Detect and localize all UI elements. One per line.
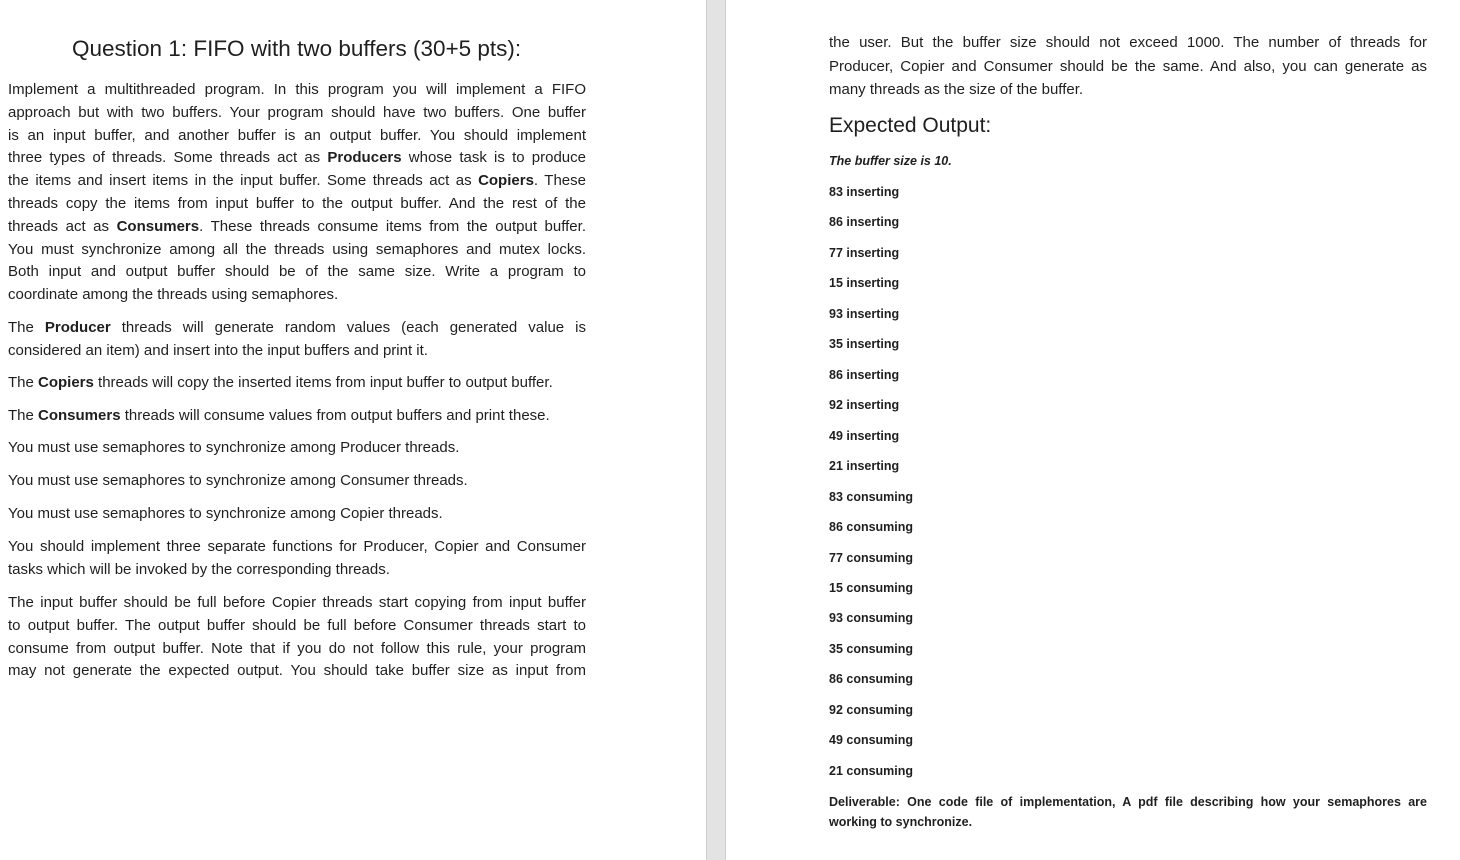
- paragraph-producer-semaphores: [8, 437, 586, 460]
- output-line: 21 consuming: [829, 764, 914, 778]
- text-line: Deliverable: One code file of implementation, A pdf file describing how your semaphores are: [829, 795, 1427, 809]
- paragraph-consumers: [8, 405, 586, 428]
- output-line: 92 inserting: [829, 398, 900, 412]
- text-line: is an input buffer, and another buffer is an output buffer. You should implement: [8, 126, 586, 144]
- text-line: You must synchronize among all the threads using semaphores and mutex locks.: [8, 240, 586, 258]
- output-line: 83 inserting: [829, 185, 900, 199]
- text-line: You must use semaphores to synchronize among Producer threads.: [8, 439, 460, 456]
- text-line: You should implement three separate functions for Producer, Copier and Consumer: [8, 538, 586, 555]
- paragraph-consumer-semaphores: [8, 470, 586, 493]
- output-line: 15 consuming: [829, 581, 914, 595]
- output-line: 86 inserting: [829, 368, 900, 382]
- output-line: 15 inserting: [829, 276, 900, 290]
- deliverable-note: [829, 792, 1427, 832]
- page-gutter: [706, 0, 726, 860]
- text-line: Both input and output buffer should be of the same size. Write a program to: [8, 263, 586, 281]
- text-line: many threads as the size of the buffer.: [829, 81, 1084, 98]
- text-line: to output buffer. The output buffer should be full before Consumer threads start to: [8, 616, 586, 634]
- text-line: The Producer threads will generate random values (each generated value is: [8, 319, 587, 336]
- document-page-right: [726, 0, 1460, 860]
- output-line: 92 consuming: [829, 703, 914, 717]
- output-line: 35 inserting: [829, 337, 900, 351]
- text-line: consume from output buffer. Note that if you do not follow this rule, your program: [8, 639, 586, 657]
- text-line: considered an item) and insert into the input buffers and print it.: [8, 341, 428, 359]
- buffer-size-line: The buffer size is 10.: [829, 154, 952, 168]
- text-line: You must use semaphores to synchronize among Consumer threads.: [8, 472, 468, 489]
- question-title: Question 1: FIFO with two buffers (30+5 pts):: [72, 36, 522, 61]
- bold-term-producers: Producers: [327, 149, 402, 167]
- text-line: The Copiers threads will copy the inserted items from input buffer to output buffer.: [8, 374, 553, 391]
- paragraph-copiers: [8, 372, 586, 395]
- text-line: Producer, Copier and Consumer should be the same. And also, you can generate as: [829, 57, 1427, 75]
- text-line: You must use semaphores to synchronize among Copier threads.: [8, 505, 443, 522]
- bold-term-producer: Producer: [44, 319, 111, 336]
- document-page-left: [0, 0, 706, 860]
- text-line: tasks which will be invoked by the corresponding threads.: [8, 560, 390, 578]
- text-line: approach but with two buffers. Your program should have two buffers. One buffer: [8, 103, 586, 121]
- text-line: the items and insert items in the input buffer. Some threads act as Copiers. These: [8, 172, 586, 190]
- output-line: 77 consuming: [829, 551, 914, 565]
- output-line: 86 inserting: [829, 215, 900, 229]
- text-line: The Consumers threads will consume values from output buffers and print these.: [8, 407, 550, 424]
- bold-term-consumers: Consumers: [116, 217, 200, 235]
- text-line: may not generate the expected output. You should take buffer size as input from: [8, 662, 586, 680]
- bold-term-copiers: Copiers: [478, 172, 534, 190]
- output-line: 93 consuming: [829, 611, 914, 625]
- output-line: 86 consuming: [829, 520, 914, 534]
- output-line: 83 consuming: [829, 490, 914, 504]
- paragraph-producer: [8, 317, 586, 363]
- text-line: threads act as Consumers. These threads consume items from the output buffer.: [8, 217, 586, 235]
- bold-term-copiers: Copiers: [38, 374, 94, 391]
- paragraph-continuation: [829, 31, 1427, 102]
- expected-output-heading: Expected Output:: [829, 114, 992, 137]
- text-line: working to synchronize.: [829, 815, 973, 829]
- bold-term-consumers: Consumers: [38, 407, 121, 424]
- output-line: 49 inserting: [829, 429, 900, 443]
- output-line: 93 inserting: [829, 307, 900, 321]
- text-line: threads copy the items from input buffer to the output buffer. And the rest of the: [8, 194, 586, 212]
- paragraph-copier-semaphores: [8, 503, 586, 526]
- text-line: three types of threads. Some threads act as Producers whose task is to produce: [8, 149, 586, 167]
- output-line: 77 inserting: [829, 246, 900, 260]
- text-line: Implement a multithreaded program. In this program you will implement a FIFO: [8, 81, 586, 98]
- output-line: 49 consuming: [829, 733, 914, 747]
- text-line: The input buffer should be full before Copier threads start copying from input buffer: [8, 594, 586, 611]
- output-line: 35 consuming: [829, 642, 914, 656]
- paragraph-buffer-rules: [8, 592, 586, 683]
- text-line: coordinate among the threads using semaphores.: [8, 286, 339, 304]
- paragraph-intro: [8, 79, 586, 307]
- text-line: the user. But the buffer size should not exceed 1000. The number of threads for: [829, 34, 1427, 51]
- paragraph-functions: [8, 536, 586, 582]
- output-line: 21 inserting: [829, 459, 900, 473]
- output-line: 86 consuming: [829, 672, 914, 686]
